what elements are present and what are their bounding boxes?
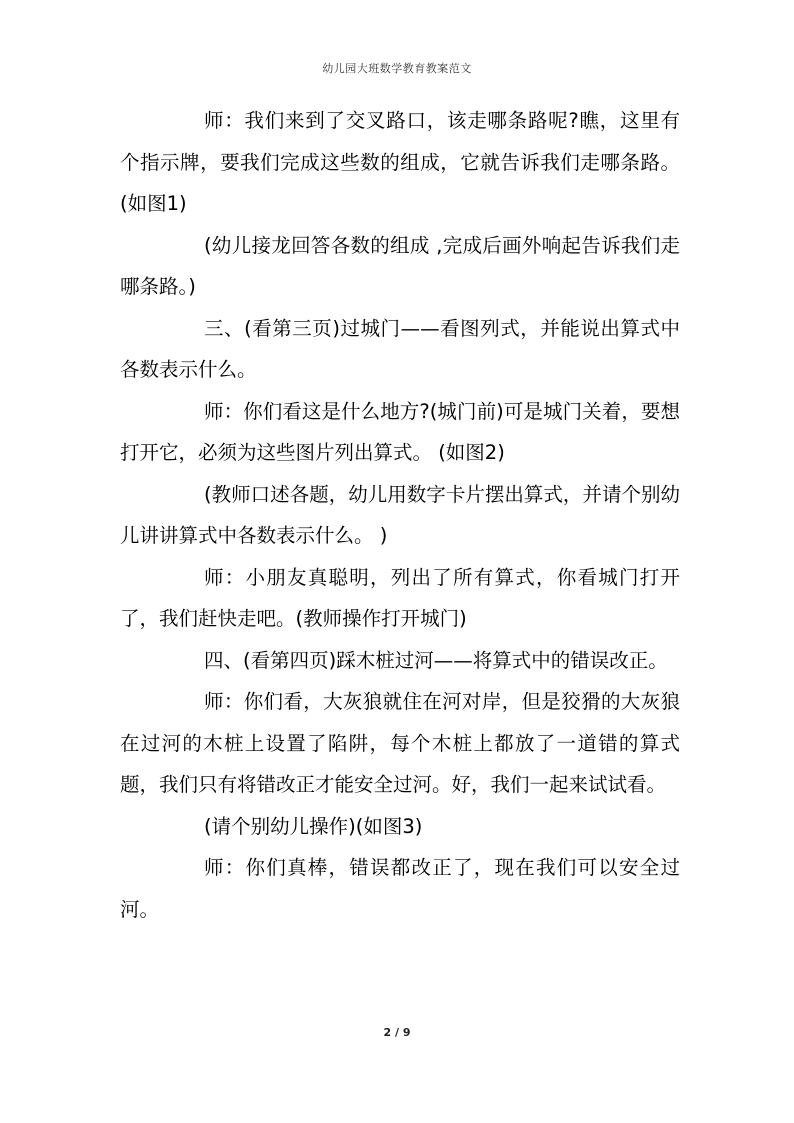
paragraph: (教师口述各题，幼儿用数字卡片摆出算式，并请个别幼儿讲讲算式中各数表示什么。 ) bbox=[120, 482, 680, 547]
paragraph: 师：你们真棒，错误都改正了，现在我们可以安全过河。 bbox=[120, 856, 680, 921]
paragraph: (请个别幼儿操作)(如图3) bbox=[204, 814, 423, 838]
paragraph: 师：小朋友真聪明，列出了所有算式，你看城门打开了，我们赶快走吧。(教师操作打开城门) bbox=[120, 565, 680, 630]
paragraph: 师：你们看，大灰狼就住在河对岸，但是狡猾的大灰狼在过河的木桩上设置了陷阱，每个木桩上都放了一道错的算式题，我们只有将错改正才能安全过河。好，我们一起来试试看。 bbox=[120, 690, 680, 796]
page-number: 2 / 9 bbox=[383, 1026, 411, 1039]
paragraph: 师：你们看这是什么地方?(城门前)可是城门关着，要想打开它，必须为这些图片列出算式。 (如图2) bbox=[120, 399, 680, 464]
paragraph: 四、(看第四页)踩木桩过河——将算式中的错误改正。 bbox=[204, 648, 668, 672]
paragraph: 师：我们来到了交叉路口，该走哪条路呢?瞧，这里有个指示牌，要我们完成这些数的组成，它就告诉我们走哪条路。(如图1) bbox=[120, 109, 680, 215]
running-header: 幼儿园大班数学教育教案范文 bbox=[322, 62, 472, 75]
paragraph: (幼儿接龙回答各数的组成 ,完成后画外响起告诉我们走哪条路。) bbox=[120, 233, 680, 298]
body-text bbox=[120, 100, 680, 930]
paragraph: 三、(看第三页)过城门——看图列式，并能说出算式中各数表示什么。 bbox=[120, 316, 680, 381]
